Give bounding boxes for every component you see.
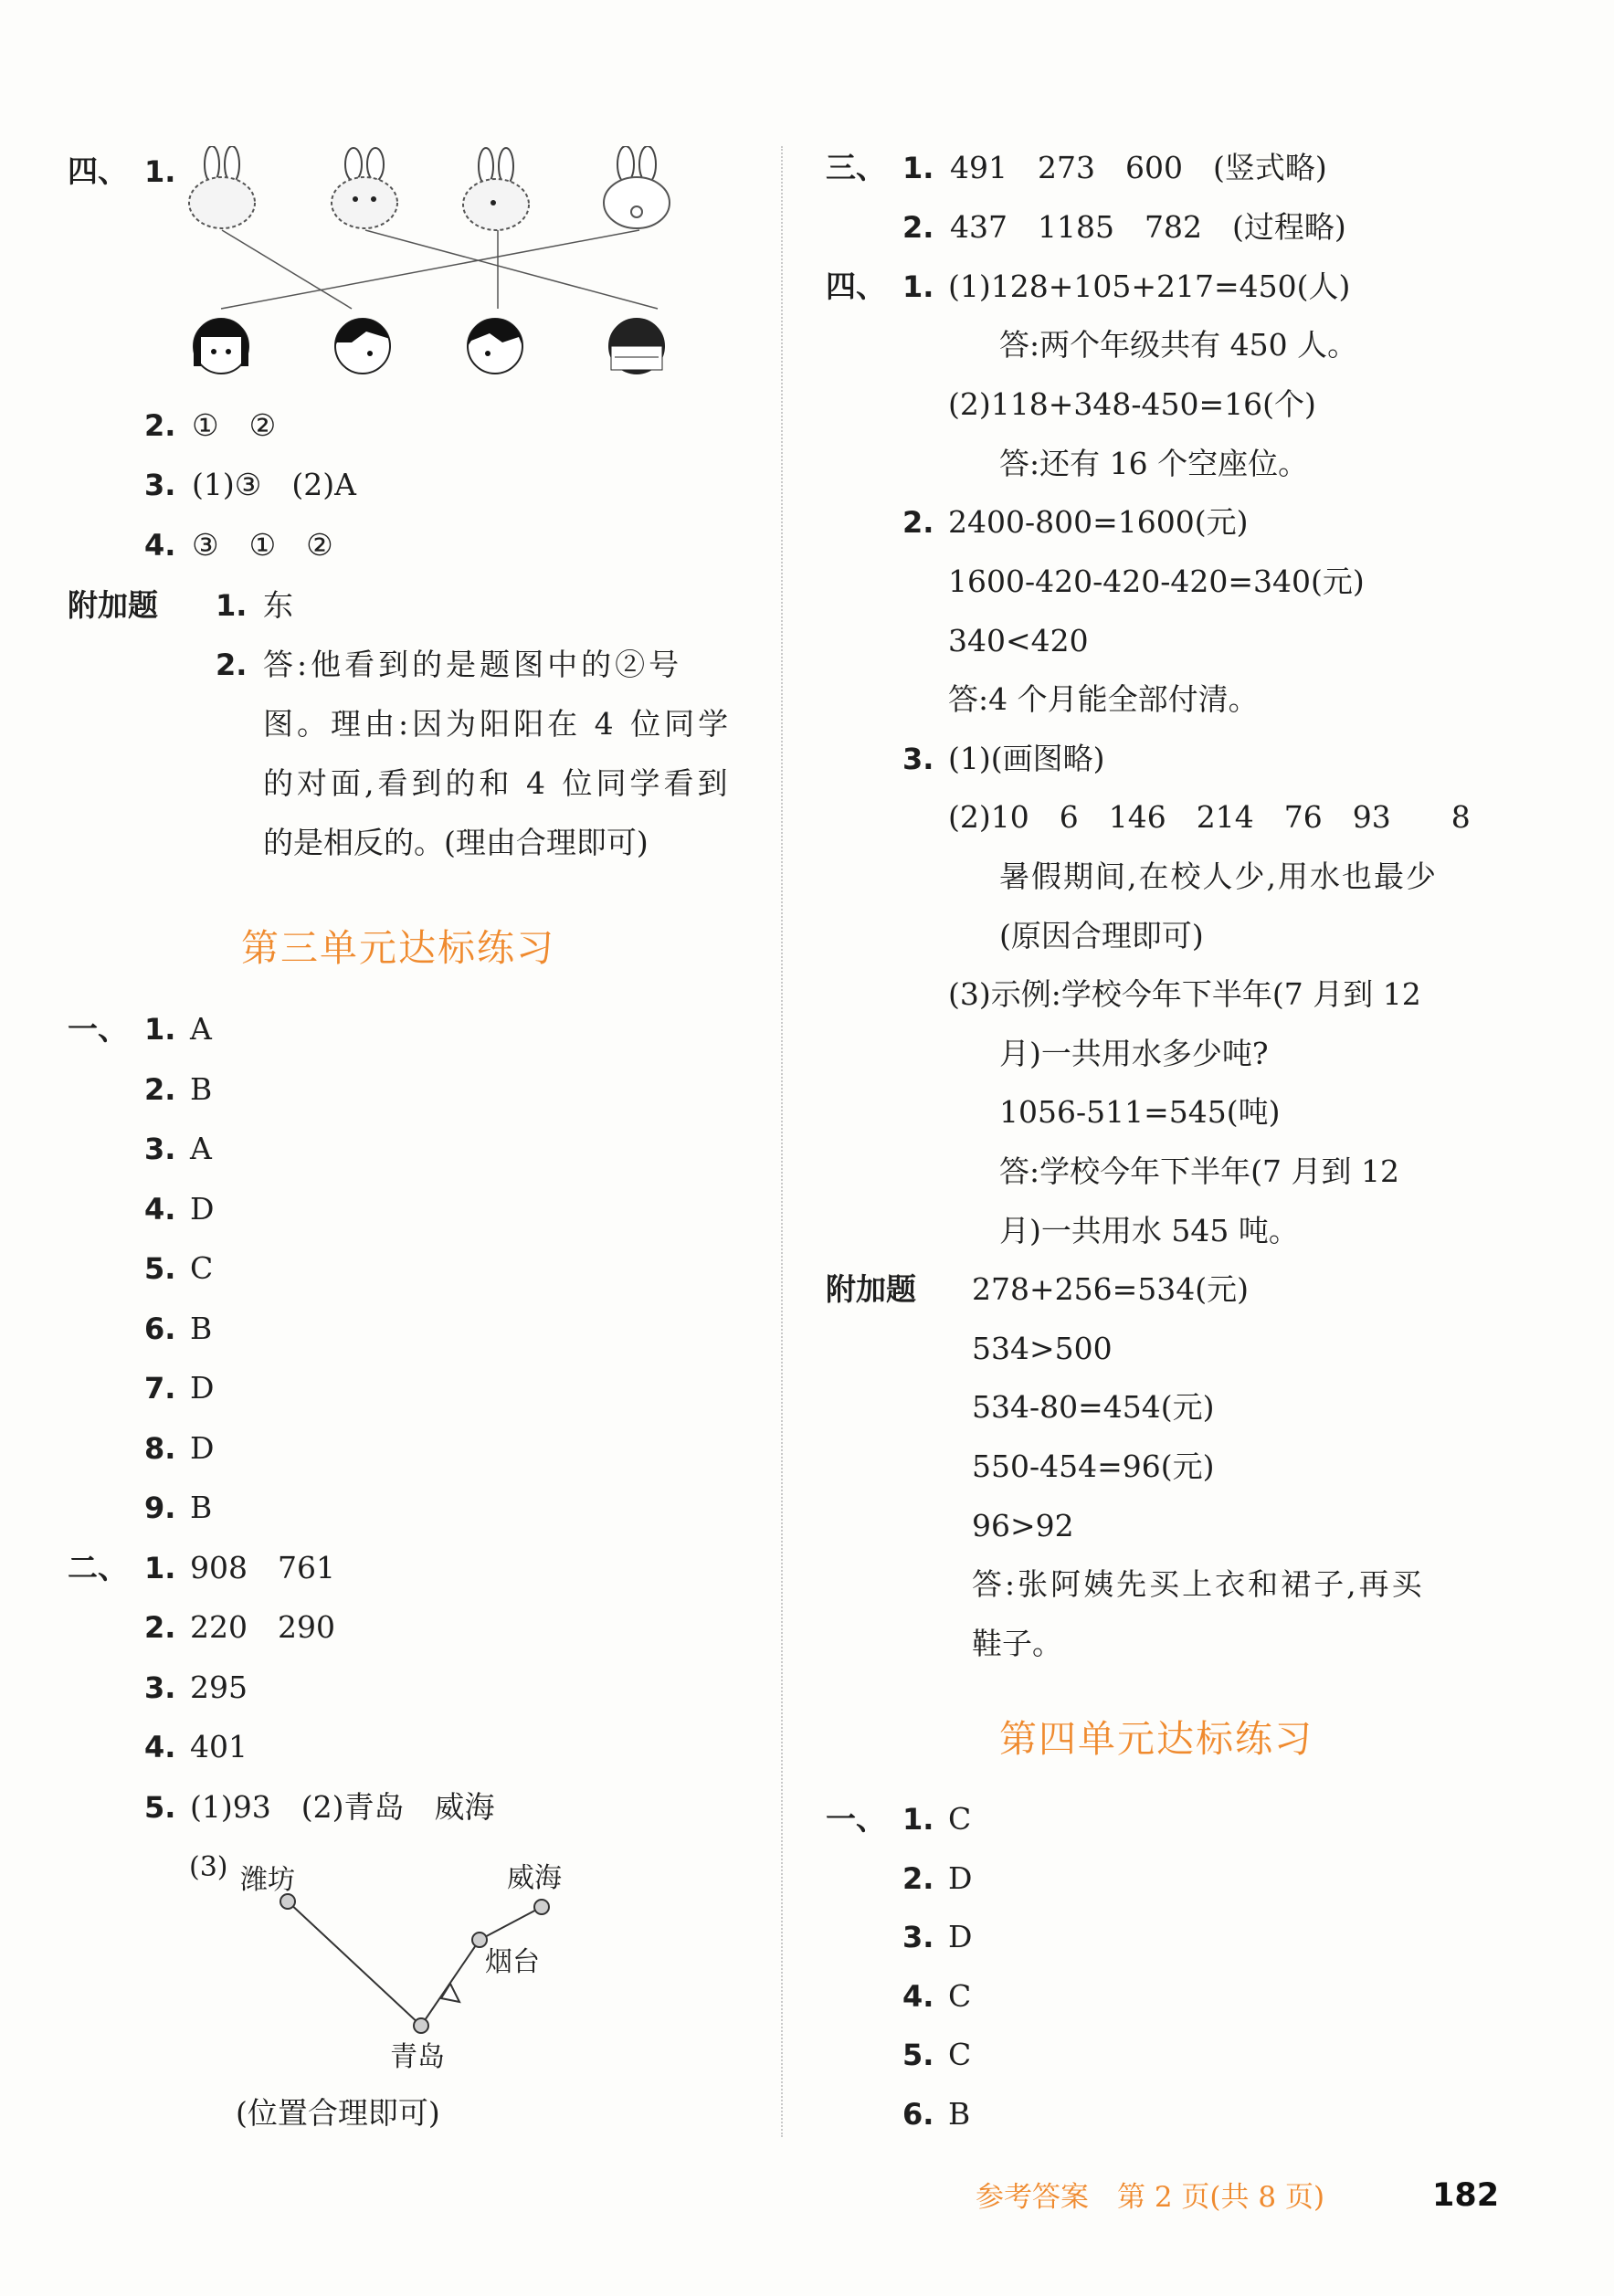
girl-2-illustration <box>609 319 664 374</box>
answer-text: 491 273 600 (竖式略) <box>950 150 1327 185</box>
question-number: 2. <box>216 648 248 682</box>
unit-4-title: 第四单元达标练习 <box>999 1717 1313 1761</box>
rabbit-1-illustration <box>189 146 255 228</box>
answer-line: 答:学校今年下半年(7 月到 12 <box>999 1153 1399 1189</box>
answer-line: 月)一共用水多少吨? <box>999 1036 1269 1071</box>
rabbit-3-illustration <box>463 148 529 230</box>
weihai-marker-icon <box>534 1900 549 1914</box>
answer-line: 暑假期间,在校人少,用水也最少 <box>999 858 1438 894</box>
boy-2-illustration <box>468 319 522 374</box>
answer-text: 220 290 <box>190 1609 335 1645</box>
yantai-label: 烟台 <box>485 1946 540 1978</box>
answer-text: A <box>190 1131 212 1166</box>
weifang-marker-icon <box>280 1894 295 1909</box>
answer-text: C <box>948 1801 972 1837</box>
section-label-4: 四、 <box>826 269 886 304</box>
rabbit-2-illustration <box>332 148 397 228</box>
question-number: 4. <box>144 1192 176 1227</box>
matching-figure <box>183 146 694 384</box>
section-label-2: 二、 <box>68 1550 128 1585</box>
qingdao-marker-icon <box>414 2018 428 2033</box>
question-number: 2. <box>902 1861 934 1896</box>
answer-text: (1)93 (2)青岛 威海 <box>190 1789 495 1825</box>
answer-text: 908 761 <box>190 1550 335 1585</box>
section-label-4: 四、 <box>68 153 128 189</box>
question-number: 1. <box>144 1012 176 1047</box>
question-number: 1. <box>902 1802 934 1837</box>
answer-line: 2400-800=1600(元) <box>948 504 1249 540</box>
answer-line: 534-80=454(元) <box>972 1389 1215 1425</box>
question-number: 6. <box>902 2097 934 2132</box>
answer-line: 答:4 个月能全部付清。 <box>948 681 1259 717</box>
answer-text: 东 <box>263 587 293 623</box>
boy-1-illustration <box>335 319 390 374</box>
question-number: 7. <box>144 1371 176 1406</box>
question-number: 1. <box>144 154 176 189</box>
answer-text: ③ ① ② <box>192 527 333 563</box>
question-number: 6. <box>144 1311 176 1346</box>
answer-line: 1600-420-420-420=340(元) <box>948 563 1365 599</box>
question-number: 5. <box>144 1790 176 1825</box>
girl-1-illustration <box>194 319 248 374</box>
question-number: 1. <box>902 151 934 185</box>
yantai-marker-icon <box>472 1933 487 1947</box>
question-number: 3. <box>144 1670 176 1705</box>
answer-line: (2)10 6 146 214 76 93 8 <box>948 799 1471 835</box>
question-number: 1. <box>216 588 248 623</box>
answer-text: C <box>948 1978 972 2014</box>
question-number: 5. <box>902 2038 934 2072</box>
question-number: 2. <box>144 1610 176 1645</box>
question-number: 5. <box>144 1251 176 1286</box>
answer-line: 答:张阿姨先买上衣和裙子,再买 <box>972 1566 1425 1602</box>
answer-text: (1)③ (2)A <box>192 467 356 502</box>
question-number: 3. <box>144 1132 176 1166</box>
answer-line: 96>92 <box>972 1508 1074 1543</box>
answer-line: 550-454=96(元) <box>972 1448 1215 1484</box>
answer-text: D <box>190 1191 215 1227</box>
answer-text: ① ② <box>192 407 277 443</box>
answer-line: (3)示例:学校今年下半年(7 月到 12 <box>948 976 1421 1012</box>
question-number: 8. <box>144 1431 176 1466</box>
answer-line: 534>500 <box>972 1331 1113 1366</box>
answer-line: (2)118+348-450=16(个) <box>948 386 1316 422</box>
answer-text: D <box>190 1430 215 1466</box>
matching-lines <box>221 230 658 309</box>
map-part-label: (3) <box>189 1851 228 1883</box>
route-map <box>178 1845 607 2073</box>
extra-question-label: 附加题 <box>68 587 158 623</box>
question-number: 2. <box>902 210 934 245</box>
question-number: 4. <box>144 1730 176 1764</box>
answer-text: D <box>948 1919 973 1954</box>
question-number: 3. <box>144 468 176 502</box>
weifang-label: 潍坊 <box>240 1864 295 1896</box>
map-note: (位置合理即可) <box>236 2095 440 2131</box>
question-number: 9. <box>144 1490 176 1525</box>
answer-text: 295 <box>190 1669 248 1705</box>
answer-text: A <box>190 1011 212 1047</box>
question-number: 3. <box>902 742 934 776</box>
answer-line: 答:他看到的是题图中的②号 <box>263 647 683 682</box>
section-label-1: 一、 <box>826 1801 886 1837</box>
answer-line: (1)(画图略) <box>948 741 1105 776</box>
question-number: 2. <box>902 505 934 540</box>
footer-caption: 参考答案 第 2 页(共 8 页) <box>976 2181 1325 2214</box>
question-number: 1. <box>144 1551 176 1585</box>
answer-line: 的对面,看到的和 4 位同学看到 <box>263 765 732 801</box>
section-label-3: 三、 <box>826 150 886 185</box>
unit-3-title: 第三单元达标练习 <box>241 926 555 970</box>
answer-line: (原因合理即可) <box>999 918 1204 953</box>
answer-line: 答:两个年级共有 450 人。 <box>999 327 1358 363</box>
answer-line: 的是相反的。(理由合理即可) <box>263 825 649 860</box>
rabbit-4-illustration <box>604 146 670 228</box>
extra-question-label: 附加题 <box>826 1271 916 1307</box>
answer-text: C <box>190 1250 214 1286</box>
answer-line: 答:还有 16 个空座位。 <box>999 446 1309 481</box>
question-number: 2. <box>144 1072 176 1107</box>
question-number: 3. <box>902 1920 934 1954</box>
answer-line: 340<420 <box>948 623 1089 658</box>
answer-text: 437 1185 782 (过程略) <box>950 209 1346 245</box>
question-number: 4. <box>144 528 176 563</box>
page-number: 182 <box>1432 2177 1500 2214</box>
qingdao-label: 青岛 <box>390 2041 445 2073</box>
weihai-label: 威海 <box>507 1862 562 1894</box>
direction-arrow-icon <box>441 1984 459 2002</box>
answer-text: D <box>190 1370 215 1406</box>
answer-line: 月)一共用水 545 吨。 <box>999 1213 1299 1248</box>
question-number: 2. <box>144 408 176 443</box>
answer-line: 1056-511=545(吨) <box>999 1094 1281 1130</box>
question-number: 4. <box>902 1979 934 2014</box>
answer-text: C <box>948 2037 972 2072</box>
answer-line: 图。理由:因为阳阳在 4 位同学 <box>263 706 733 742</box>
answer-line: 278+256=534(元) <box>972 1271 1250 1307</box>
answer-line: (1)128+105+217=450(人) <box>948 269 1351 304</box>
answer-text: D <box>948 1860 973 1896</box>
answer-text: B <box>948 2096 971 2132</box>
answer-text: B <box>190 1311 213 1346</box>
answer-line: 鞋子。 <box>972 1626 1062 1661</box>
answer-text: B <box>190 1071 213 1107</box>
answer-text: B <box>190 1490 213 1525</box>
answer-text: 401 <box>190 1729 248 1764</box>
column-divider <box>781 146 783 2137</box>
question-number: 1. <box>902 269 934 304</box>
section-label-1: 一、 <box>68 1011 128 1047</box>
